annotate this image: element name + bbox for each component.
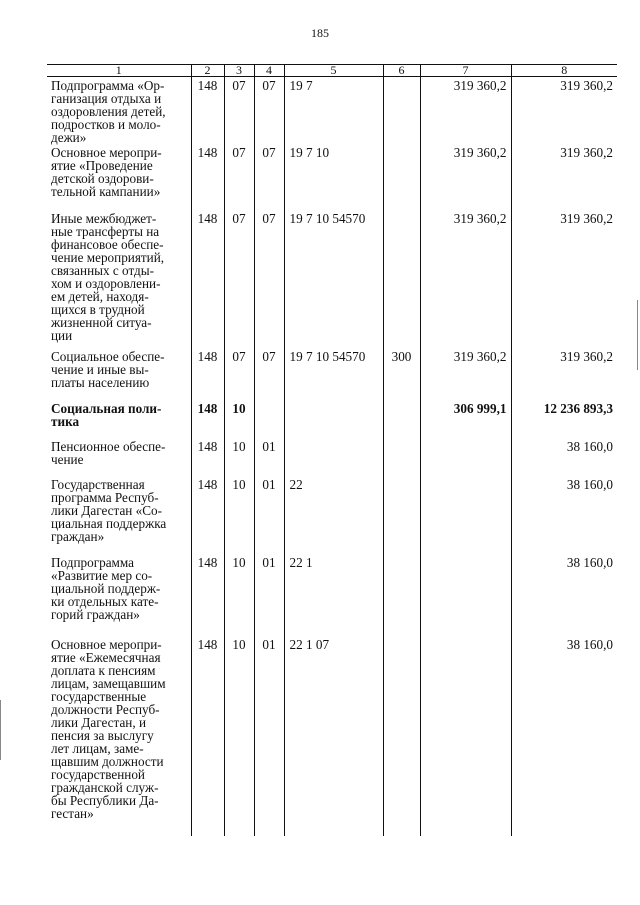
target-article-code [284, 400, 383, 438]
amount-col-8: 319 360,2 [511, 210, 617, 348]
column-header-7: 7 [420, 65, 511, 77]
section-code: 10 [224, 476, 254, 554]
subsection-code: 07 [254, 210, 284, 348]
admin-code: 148 [191, 77, 224, 145]
expense-type-code [383, 144, 420, 210]
expense-type-code: 300 [383, 348, 420, 400]
amount-col-8: 319 360,2 [511, 144, 617, 210]
amount-col-8: 319 360,2 [511, 77, 617, 145]
section-code: 10 [224, 400, 254, 438]
amount-col-7: 306 999,1 [420, 400, 511, 438]
column-header-8: 8 [511, 65, 617, 77]
subsection-code: 07 [254, 144, 284, 210]
expense-type-code [383, 400, 420, 438]
amount-col-8: 319 360,2 [511, 348, 617, 400]
target-article-code [284, 438, 383, 476]
amount-col-8: 38 160,0 [511, 476, 617, 554]
row-name: Социальная поли- тика [51, 401, 162, 429]
column-header-4: 4 [254, 65, 284, 77]
amount-col-8: 38 160,0 [511, 438, 617, 476]
amount-col-7: 319 360,2 [420, 144, 511, 210]
amount-col-8: 38 160,0 [511, 636, 617, 836]
target-article-code: 22 1 07 [284, 636, 383, 836]
section-code: 07 [224, 210, 254, 348]
table-body [47, 77, 617, 837]
section-code: 07 [224, 144, 254, 210]
expense-type-code [383, 77, 420, 145]
column-header-3: 3 [224, 65, 254, 77]
row-name: Государственная программа Респуб- лики Дагестан «Со- циальная поддержка граждан» [51, 477, 167, 544]
admin-code: 148 [191, 438, 224, 476]
row-name: Подпрограмма «Развитие мер со- циальной поддерж- ки отдельных кате- горий граждан» [51, 555, 161, 622]
table-row [47, 210, 617, 348]
column-header-2: 2 [191, 65, 224, 77]
row-name: Социальное обеспе- чение и иные вы- платы населению [51, 349, 165, 390]
scan-mark-right [637, 300, 638, 370]
table-row [47, 554, 617, 636]
expense-type-code [383, 554, 420, 636]
admin-code: 148 [191, 476, 224, 554]
column-header-6: 6 [383, 65, 420, 77]
row-name: Пенсионное обеспе- чение [51, 439, 166, 467]
amount-col-7: 319 360,2 [420, 210, 511, 348]
section-code: 07 [224, 348, 254, 400]
amount-col-7 [420, 636, 511, 836]
section-code: 10 [224, 554, 254, 636]
budget-table [47, 64, 617, 836]
row-name: Подпрограмма «Ор- ганизация отдыха и оздоровления детей, подростков и моло- дежи» [51, 78, 166, 145]
expense-type-code [383, 438, 420, 476]
table-row [47, 476, 617, 554]
amount-col-7 [420, 438, 511, 476]
table-row [47, 400, 617, 438]
admin-code: 148 [191, 348, 224, 400]
table-row [47, 348, 617, 400]
section-code: 07 [224, 77, 254, 145]
amount-col-8: 38 160,0 [511, 554, 617, 636]
admin-code: 148 [191, 144, 224, 210]
table-row [47, 77, 617, 145]
amount-col-7: 319 360,2 [420, 77, 511, 145]
header-row [47, 65, 617, 77]
subsection-code: 01 [254, 636, 284, 836]
subsection-code [254, 400, 284, 438]
expense-type-code [383, 476, 420, 554]
table-row [47, 636, 617, 836]
subsection-code: 07 [254, 77, 284, 145]
amount-col-7: 319 360,2 [420, 348, 511, 400]
target-article-code: 19 7 10 54570 [284, 210, 383, 348]
row-name: Иные межбюджет- ные трансферты на финансовое обеспе- чение мероприятий, связанных с отды- хом и оздоровлени- ем детей, находя- щихся в трудной жизненной ситуа- ции [51, 211, 165, 343]
admin-code: 148 [191, 210, 224, 348]
amount-col-7 [420, 554, 511, 636]
scan-mark-left [0, 700, 1, 760]
column-header-1: 1 [47, 65, 191, 77]
admin-code: 148 [191, 636, 224, 836]
admin-code: 148 [191, 554, 224, 636]
subsection-code: 01 [254, 476, 284, 554]
expense-type-code [383, 636, 420, 836]
section-code: 10 [224, 636, 254, 836]
expense-type-code [383, 210, 420, 348]
row-name: Основное меропри- ятие «Ежемесячная доплата к пенсиям лицам, замещавшим государственные должности Респуб- лики Дагестан, и пенсия за выслугу лет лицам, заме- щавшим должности государственной гражданской служ- бы Республики Да- гестан» [51, 637, 166, 821]
column-header-5: 5 [284, 65, 383, 77]
target-article-code: 22 [284, 476, 383, 554]
amount-col-7 [420, 476, 511, 554]
section-code: 10 [224, 438, 254, 476]
table-row [47, 438, 617, 476]
target-article-code: 19 7 [284, 77, 383, 145]
target-article-code: 19 7 10 [284, 144, 383, 210]
admin-code: 148 [191, 400, 224, 438]
amount-col-8: 12 236 893,3 [511, 400, 617, 438]
target-article-code: 19 7 10 54570 [284, 348, 383, 400]
target-article-code: 22 1 [284, 554, 383, 636]
subsection-code: 07 [254, 348, 284, 400]
row-name: Основное меропри- ятие «Проведение детской оздорови- тельной кампании» [51, 145, 162, 199]
table-row [47, 144, 617, 210]
table-header [47, 65, 617, 77]
page-number: 185 [311, 26, 329, 40]
subsection-code: 01 [254, 438, 284, 476]
subsection-code: 01 [254, 554, 284, 636]
